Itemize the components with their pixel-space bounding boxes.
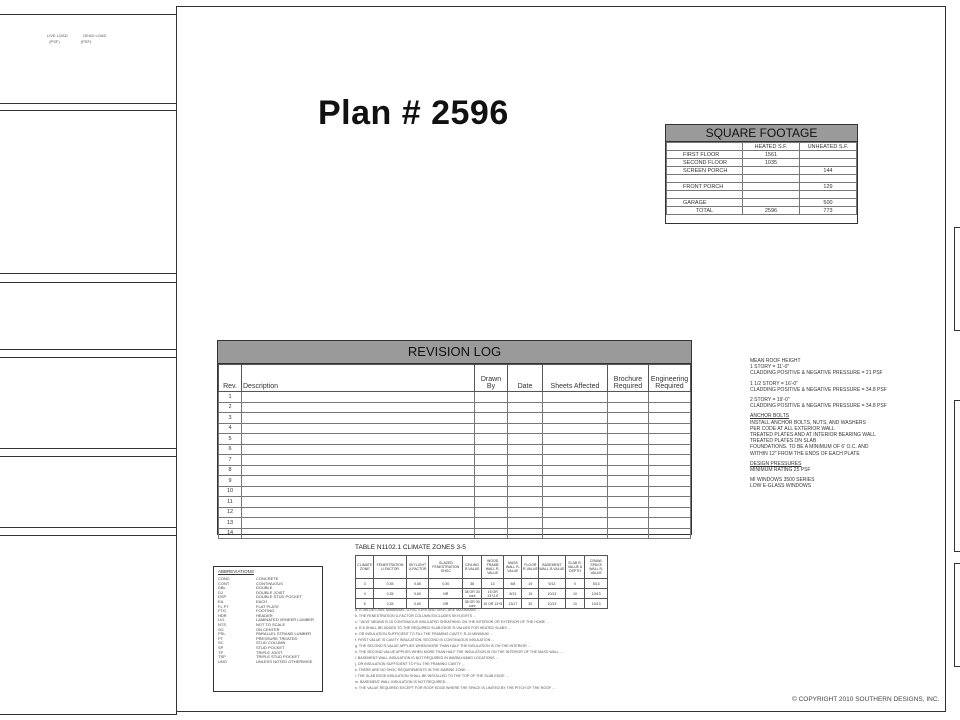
revision-cell <box>543 455 608 466</box>
note-line: WITHIN 12" FROM THE ENDS OF EACH PLATE <box>750 450 860 457</box>
sqft-cell-unheated: 129 <box>800 183 857 191</box>
sqft-cell-unheated <box>800 151 857 159</box>
note-line: CLADDING POSITIVE & NEGATIVE PRESSURE = 34.8 PSF <box>750 386 887 393</box>
revision-row <box>219 444 691 455</box>
revision-cell <box>543 465 608 476</box>
revision-cell <box>242 486 475 497</box>
rev-col-sheets: Sheets Affected <box>543 365 608 392</box>
climate-cell: 0.35 <box>374 599 406 609</box>
abbreviation-code: EA <box>218 598 224 604</box>
sqft-cell-label: FIRST FLOOR <box>667 151 743 159</box>
climate-footnotes: a. R-VALUES ARE MINIMUMS. U-FACTORS AND SHGC ARE MAXIMUMS ... b. THE FENESTRATION U-FACTOR COLUMN EXCLUDES SKYLIGHTS ... c. "15/19" MEANS R-15 CONTINUOUS INSULATED SHEATHING ON THE INTERIOR OR EXTERIOR OF THE HOME ... d. R-5 SHALL BE ADDED TO THE REQUIRED SLAB EDGE R-VALUES FOR HEATED SLABS ... e. OR INSULATION SUFFICIENT TO FILL THE FRAMING CAVITY, R-19 MINIMUM ... f. FIRST VALUE IS CAVITY INSULATION, SECOND IS CONTINUOUS INSULATION ... g. THE SECOND R-VALUE APPLIES WHEN MORE THAN HALF THE INSULATION IS ON THE INTERIOR ... h. THE SECOND VALUE APPLIES WHEN MORE THAN HALF THE INSULATION IS ON THE INTERIOR OF THE MASS WALL ... i. BASEMENT WALL INSULATION IS NOT REQUIRED IN WARM-HUMID LOCATIONS ... j. OR INSULATION SUFFICIENT TO FILL THE FRAMING CAVITY ... k. THERE ARE NO SHGC REQUIREMENTS IN THE MARINE ZONE ... l. THE SLAB EDGE INSULATION SHALL BE INSTALLED TO THE TOP OF THE SLAB EDGE ... m. BASEMENT WALL INSULATION IS NOT REQUIRED ... n. THE VALUE REQUIRED EXCEPT FOR ROOF EDGE WHERE THE SPACE IS LIMITED BY THE PITCH OF THE ROOF ... <box>355 608 563 690</box>
climate-cell: 38 OR 30 cont <box>464 589 480 598</box>
sqft-cell-unheated: 500 <box>800 199 857 207</box>
climate-cell: 0.65 <box>406 579 429 589</box>
revision-cell <box>508 507 543 518</box>
abbreviation-meaning: FOOTING <box>256 608 275 614</box>
abbreviation-meaning: CONTINUOUS <box>256 580 283 586</box>
climate-cell: 30 <box>522 599 539 609</box>
abbreviation-code: FL PT <box>218 603 229 609</box>
revision-cell <box>608 497 649 508</box>
revision-cell <box>649 465 691 476</box>
revision-number: 14 <box>219 528 242 539</box>
climate-cell: 38 OR 30 cont <box>464 599 480 608</box>
revision-number: 6 <box>219 444 242 455</box>
square-footage-table <box>665 124 858 224</box>
revision-cell <box>475 434 508 445</box>
revision-cell <box>242 528 475 539</box>
sqft-cell-unheated: 144 <box>800 167 857 175</box>
note-line: TREATED PLATES AND AT INTERIOR BEARING WALL <box>750 432 876 439</box>
col-unheated: UNHEATED S.F. <box>800 143 857 151</box>
rev-col-rev: Rev. <box>219 365 242 392</box>
revision-log-title: REVISION LOG <box>218 341 691 364</box>
climate-header-cell: FLOOR R-VALUE <box>522 556 539 579</box>
square-footage-row <box>667 151 857 159</box>
revision-cell <box>649 444 691 455</box>
rev-col-engineering: Engineering Required <box>649 365 691 392</box>
revision-cell <box>543 423 608 434</box>
note-line: 1 1/2 STORY = 16'-0" <box>750 380 798 387</box>
revision-cell <box>543 518 608 529</box>
revision-cell <box>608 402 649 413</box>
climate-header-cell: WOOD FRAME WALL R-VALUE <box>482 556 504 579</box>
revision-number: 3 <box>219 413 242 424</box>
sqft-cell-label: SCREEN PORCH <box>667 167 743 175</box>
revision-cell <box>608 528 649 539</box>
rev-col-date: Date <box>508 365 543 392</box>
design-properties-box <box>0 110 177 274</box>
sqft-cell-heated <box>743 175 800 183</box>
abbreviation-meaning: HEADER <box>256 612 273 618</box>
square-footage-row <box>667 191 857 199</box>
climate-cell: 10/13 <box>585 599 608 609</box>
revision-cell <box>475 518 508 529</box>
revision-cell <box>508 444 543 455</box>
revision-cell <box>649 476 691 487</box>
climate-cell: 0.35 <box>374 579 406 589</box>
revision-row <box>219 507 691 518</box>
note-heading: ANCHOR BOLTS <box>750 413 790 420</box>
note-line: FOUNDATIONS. TO BE A MINIMUM OF 6' O.C. AND <box>750 444 869 451</box>
square-footage-row <box>667 167 857 175</box>
climate-cell: 13 <box>482 579 504 589</box>
revision-row <box>219 434 691 445</box>
revision-cell <box>242 465 475 476</box>
revision-cell <box>649 402 691 413</box>
sqft-cell-label: TOTAL <box>667 207 743 215</box>
revision-log <box>217 340 692 535</box>
revision-cell <box>508 476 543 487</box>
abbreviation-code: DJ <box>218 589 223 595</box>
abbreviation-meaning: LAMINATED VENEER LUMBER <box>256 617 314 623</box>
square-footage-row <box>667 207 857 215</box>
revision-cell <box>508 518 543 529</box>
abbreviation-code: HDR <box>218 612 227 618</box>
abbreviation-code: PSL <box>218 631 226 637</box>
climate-row <box>356 579 608 589</box>
revision-cell <box>242 444 475 455</box>
abbreviation-code: NTS <box>218 621 226 627</box>
abbreviation-meaning: EACH <box>256 598 268 604</box>
revision-cell <box>242 497 475 508</box>
revision-cell <box>508 465 543 476</box>
revision-cell <box>475 465 508 476</box>
revision-row <box>219 392 691 403</box>
note-line: PER CODE AT ALL EXTERIOR WALL <box>750 425 835 432</box>
abbreviation-meaning: NOT TO SCALE <box>256 621 286 627</box>
revision-number: 1 <box>219 392 242 403</box>
revision-cell <box>508 486 543 497</box>
revision-cell <box>475 455 508 466</box>
abbreviations-box <box>213 566 323 692</box>
rev-col-description: Description <box>242 365 475 392</box>
climate-header-cell: CEILING R-VALUE <box>463 556 482 579</box>
climate-header-cell: SKYLIGHT U-FACTOR <box>406 556 429 579</box>
sqft-cell-heated: 1035 <box>743 159 800 167</box>
revision-cell <box>242 476 475 487</box>
sqft-cell-heated <box>743 183 800 191</box>
abbreviation-meaning: DOUBLE STUD POCKET <box>256 594 303 600</box>
square-footage-row <box>667 159 857 167</box>
revision-cell <box>475 423 508 434</box>
revision-cell <box>608 486 649 497</box>
revision-cell <box>242 402 475 413</box>
abbreviation-code: FTG <box>218 608 226 614</box>
revision-cell <box>508 423 543 434</box>
rev-col-drawn-by: Drawn By <box>475 365 508 392</box>
revision-cell <box>543 413 608 424</box>
revision-row <box>219 465 691 476</box>
col-heated: HEATED S.F. <box>743 143 800 151</box>
climate-notes-box <box>0 456 177 528</box>
abbreviation-code: CONT <box>218 580 230 586</box>
revision-cell <box>608 455 649 466</box>
abbreviation-meaning: PARALLEL STRAND LUMBER <box>256 631 312 637</box>
note-line: INSTALL ANCHOR BOLTS, NUTS, AND WASHERS <box>750 419 866 426</box>
revision-number: 4 <box>219 423 242 434</box>
abbreviation-code: SC <box>218 640 224 646</box>
sqft-cell-heated: 1561 <box>743 151 800 159</box>
adjacent-sheet-edge <box>954 563 960 667</box>
revision-row <box>219 497 691 508</box>
climate-cell: 0.60 <box>406 599 429 609</box>
square-footage-row <box>667 199 857 207</box>
revision-cell <box>543 444 608 455</box>
revision-number: 9 <box>219 476 242 487</box>
revision-cell <box>608 413 649 424</box>
climate-cell: 0.30 <box>429 579 463 589</box>
note-heading: DESIGN PRESSURES <box>750 460 802 467</box>
revision-cell <box>475 497 508 508</box>
revision-cell <box>649 413 691 424</box>
climate-cell: 10 <box>565 599 585 609</box>
revision-number: 13 <box>219 518 242 529</box>
revision-cell <box>649 455 691 466</box>
revision-cell <box>475 392 508 403</box>
climate-header-cell: FENESTRATION U-FACTOR <box>374 556 406 579</box>
abbreviation-meaning: UNLESS NOTED OTHERWISE <box>256 658 313 664</box>
climate-table-title: TABLE N1102.1 CLIMATE ZONES 3-5 <box>355 544 466 551</box>
abbreviation-code: LVL <box>218 617 225 623</box>
revision-cell <box>649 486 691 497</box>
abbreviation-code: UNO <box>218 658 227 664</box>
revision-cell <box>543 476 608 487</box>
climate-header-cell: BASEMENT WALL R-VALUE <box>539 556 565 579</box>
climate-cell: 10/13 <box>539 599 565 609</box>
climate-cell: 19 OR 13+5 <box>482 599 504 609</box>
revision-cell <box>543 402 608 413</box>
climate-row <box>356 589 608 599</box>
square-footage-title: SQUARE FOOTAGE <box>666 125 857 142</box>
design-notes <box>750 358 900 490</box>
revision-row <box>219 518 691 529</box>
note-line: LOW E-GLASS WINDOWS <box>750 483 812 490</box>
abbreviation-meaning: DOUBLE <box>256 585 273 591</box>
revision-number: 2 <box>219 402 242 413</box>
climate-cell: 0 <box>565 579 585 589</box>
revision-cell <box>475 507 508 518</box>
abbreviation-code: CONC <box>218 576 230 581</box>
note-line: CLADDING POSITIVE & NEGATIVE PRESSURE = 34.8 PSF <box>750 403 887 410</box>
climate-header-cell: MASS WALL R-VALUE <box>504 556 522 579</box>
revision-cell <box>543 528 608 539</box>
revision-cell <box>543 486 608 497</box>
revision-cell <box>649 518 691 529</box>
abbreviation-code: SP <box>218 644 224 650</box>
note-line: 2 STORY = 19'-0" <box>750 397 790 404</box>
climate-cell: 3 <box>356 579 374 589</box>
abbreviation-code: TP <box>218 649 224 655</box>
climate-cell: 0.60 <box>406 589 429 599</box>
climate-cell: 5/13 <box>539 579 565 589</box>
revision-cell <box>608 423 649 434</box>
revision-cell <box>608 518 649 529</box>
note-line: 1 STORY = 11'-0" <box>750 364 790 371</box>
abbreviation-meaning: TRIPLE JOIST <box>256 649 283 655</box>
climate-header-cell: CRAWL SPACE WALL R-VALUE <box>585 556 608 579</box>
sqft-cell-unheated <box>800 159 857 167</box>
note-line: CLADDING POSITIVE & NEGATIVE PRESSURE = 21 PSF <box>750 370 883 377</box>
revision-cell <box>543 497 608 508</box>
revision-cell <box>649 528 691 539</box>
abbreviation-meaning: FLAT PLATE <box>256 603 279 609</box>
revision-cell <box>608 465 649 476</box>
revision-cell <box>242 507 475 518</box>
revision-number: 11 <box>219 497 242 508</box>
revision-row <box>219 486 691 497</box>
revision-cell <box>608 507 649 518</box>
climate-cell: 0.35 <box>374 589 406 599</box>
sqft-cell-unheated <box>800 191 857 199</box>
revision-row <box>219 402 691 413</box>
revision-cell <box>475 444 508 455</box>
wind-notes-box <box>0 357 177 449</box>
sqft-cell-label <box>667 191 743 199</box>
revision-cell <box>475 413 508 424</box>
revision-cell <box>508 455 543 466</box>
revision-cell <box>608 392 649 403</box>
climate-cell: 10 <box>565 589 585 599</box>
copyright-notice: © COPYRIGHT 2010 SOUTHERN DESIGNS, INC. <box>792 696 940 703</box>
abbreviation-meaning: ON CENTER <box>256 626 280 632</box>
revision-cell <box>475 528 508 539</box>
revision-cell <box>649 507 691 518</box>
revision-cell <box>543 434 608 445</box>
revision-cell <box>242 413 475 424</box>
abbreviation-meaning: PRESSURE TREATED <box>256 635 298 641</box>
climate-cell: 5/13 <box>585 579 608 589</box>
note-line: MINIMUM RATING 25 PSF <box>750 467 811 474</box>
revision-cell <box>649 392 691 403</box>
climate-cell: 8/13 <box>504 589 522 599</box>
revision-cell <box>508 497 543 508</box>
climate-cell: 4 <box>356 589 374 599</box>
revision-row <box>219 476 691 487</box>
climate-cell: 5 <box>356 599 374 609</box>
revision-cell <box>649 423 691 434</box>
climate-cell: NR <box>429 589 463 599</box>
climate-cell: 19 <box>522 589 539 599</box>
revision-cell <box>608 444 649 455</box>
revision-cell <box>649 497 691 508</box>
revision-number: 7 <box>219 455 242 466</box>
sqft-cell-unheated <box>800 175 857 183</box>
revision-cell <box>543 392 608 403</box>
abbreviation-code: PT <box>218 635 224 641</box>
square-footage-row <box>667 175 857 183</box>
sqft-cell-heated: 2596 <box>743 207 800 215</box>
revision-number: 10 <box>219 486 242 497</box>
abbreviation-meaning: STUD POCKET <box>256 644 285 650</box>
climate-header-cell: SLAB R-VALUE & DEPTH <box>565 556 585 579</box>
abbreviation-meaning: CONCRETE <box>256 576 279 581</box>
climate-cell: NR <box>429 599 463 609</box>
revision-cell <box>242 423 475 434</box>
load-table-box: LIVE LOAD DEAD LOAD (PSF) (PSF) <box>0 14 177 104</box>
sqft-cell-label: SECOND FLOOR <box>667 159 743 167</box>
sqft-cell-unheated: 773 <box>800 207 857 215</box>
climate-cell: 15 OR 13+2.5 <box>482 589 504 599</box>
revision-row <box>219 423 691 434</box>
climate-table <box>355 555 608 609</box>
climate-cell: 10/13 <box>585 589 608 599</box>
revision-cell <box>242 392 475 403</box>
abbreviation-row <box>218 660 318 665</box>
abbreviation-meaning: TRIPLE STUD POCKET <box>256 654 300 660</box>
climate-cell: 5/8 <box>504 579 522 589</box>
revision-cell <box>508 392 543 403</box>
plan-title: Plan # 2596 <box>318 94 509 132</box>
revision-cell <box>508 528 543 539</box>
climate-header-cell: CLIMATE ZONE <box>356 556 374 579</box>
revision-cell <box>608 434 649 445</box>
revision-row <box>219 413 691 424</box>
revision-cell <box>242 518 475 529</box>
revision-cell <box>475 486 508 497</box>
climate-cell: 19 <box>522 579 539 589</box>
revision-cell <box>543 507 608 518</box>
abbreviation-meaning: STUD COLUMN <box>256 640 286 646</box>
revision-cell <box>242 455 475 466</box>
revision-cell <box>649 434 691 445</box>
note-line: MI WINDOWS 3500 SERIES <box>750 477 815 484</box>
note-line: TREATED PLATES ON SLAB <box>750 438 817 445</box>
rev-col-brochure: Brochure Required <box>608 365 649 392</box>
revision-cell <box>242 434 475 445</box>
abbreviation-meaning: DOUBLE JOIST <box>256 589 285 595</box>
revision-number: 5 <box>219 434 242 445</box>
note-line: MEAN ROOF HEIGHT <box>750 358 801 364</box>
revision-cell <box>608 476 649 487</box>
revision-cell <box>508 413 543 424</box>
revision-cell <box>475 402 508 413</box>
sqft-cell-label: FRONT PORCH <box>667 183 743 191</box>
framing-notes-box <box>0 535 177 715</box>
sqft-cell-label: GARAGE <box>667 199 743 207</box>
climate-cell: 38 <box>463 579 482 589</box>
climate-header-cell: GLAZED FENESTRATION SHGC <box>429 556 463 579</box>
adjacent-sheet-edge <box>954 400 960 552</box>
revision-cell <box>475 476 508 487</box>
revision-number: 12 <box>219 507 242 518</box>
abbreviation-code: DSP <box>218 594 227 600</box>
adjacent-sheet-edge <box>954 227 960 331</box>
revision-row <box>219 455 691 466</box>
abbreviations-title: ABBREVIATIONS <box>218 569 254 574</box>
revision-row <box>219 528 691 539</box>
abbreviation-code: DBL <box>218 585 226 591</box>
climate-cell: 10/13 <box>539 589 565 599</box>
square-footage-row <box>667 183 857 191</box>
sqft-cell-heated <box>743 191 800 199</box>
climate-cell: 13/17 <box>504 599 522 609</box>
sqft-cell-heated <box>743 199 800 207</box>
abbreviation-code: OC <box>218 626 224 632</box>
revision-cell <box>508 434 543 445</box>
revision-cell <box>508 402 543 413</box>
sqft-cell-heated <box>743 167 800 175</box>
revision-number: 8 <box>219 465 242 476</box>
abbreviation-code: TSP <box>218 654 226 660</box>
structural-notes-box <box>0 282 177 350</box>
sqft-cell-label <box>667 175 743 183</box>
